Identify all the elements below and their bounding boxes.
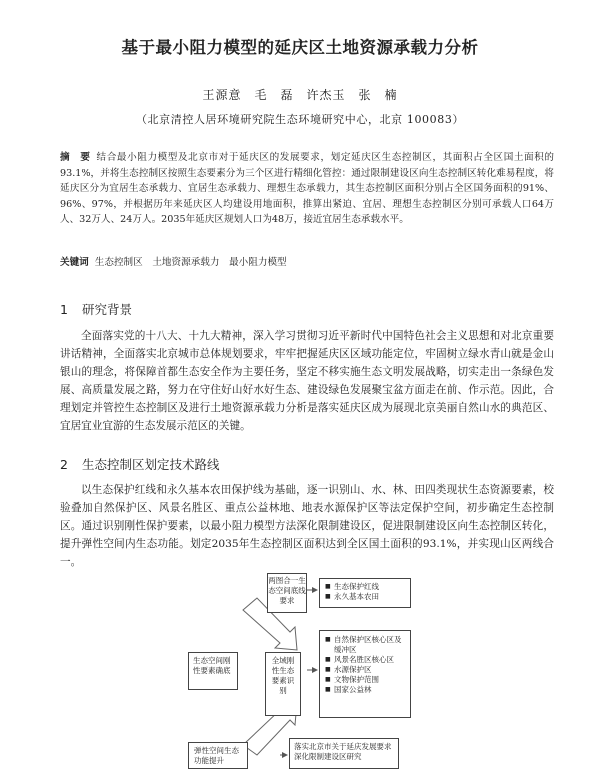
paper-title: 基于最小阻力模型的延庆区土地资源承载力分析 <box>121 38 479 57</box>
keywords-text: 生态控制区 土地资源承载力 最小阻力模型 <box>94 257 287 268</box>
abstract-text: 结合最小阻力模型及北京市对于延庆区的发展要求，划定延庆区生态控制区，其面积占全区国土面积的93.1%，并将生态控制区按照生态要素分为三个区进行精细化管控：通过限制建设区向生态控制区转化难易程度，将延庆区分为宜居生态承载力、宜居生态承载力、理想生态承载力，其生态控制区面积分别占全区国务面积的91%、96%、97%，并根据历年来延庆区人均建设用地面积，推算出紧迫、宜居、理想生态控制区分别可承载人口64万人、32万人、24万人。2035年延庆区规划人口为48万，接近宜居生态承载水平。 <box>60 152 555 226</box>
section-1-body: 全面落实党的十八大、十九大精神，深入学习贯彻习近平新时代中国特色社会主义思想和对北京重要讲话精神，全面落实北京城市总体规划要求，牢牢把握延庆区区域功能定位，牢固树立绿水青山就是金山银山的理念，将保障首都生态安全作为主要任务，坚定不移实施生态文明发展战略，切实走出一条绿色发展、高质量发展之路，努力在守住好山好水好生态、建设绿色发展聚宝盆方面走在前、作示范。因此，合理划定并管控生态控制区及进行土地资源承载力分析是落实延庆区成为展现北京美丽自然山水的典范区、宜居宜业宜游的生态发展示范区的关键。 <box>60 330 554 432</box>
section-1-heading <box>60 300 132 318</box>
box-two-lines: 两图合一生态空间底线要求 <box>267 573 307 613</box>
abstract-label: 摘 要 <box>60 152 91 163</box>
section-2-heading <box>60 455 220 473</box>
list-item: ■ 生态保护红线 <box>324 582 406 592</box>
section-number: 1 <box>60 302 68 317</box>
keywords <box>60 256 554 270</box>
list-item: ■ 国家公益林 <box>324 685 406 695</box>
list-item: ■ 水源保护区 <box>324 665 406 675</box>
box-beijing-requirements: 落实北京市关于延庆发展要求深化限制建设区研究 <box>289 738 399 769</box>
affiliation: （北京清控人居环境研究院生态环境研究中心，北京 100083） <box>135 113 465 126</box>
box-protected-areas <box>319 630 411 718</box>
section-number: 2 <box>60 457 68 472</box>
authors: 王源意 毛 磊 许杰玉 张 楠 <box>202 88 398 102</box>
box-elastic-space: 弹性空间生态功能提升 <box>188 742 248 769</box>
list-item: ■ 风景名胜区核心区 <box>324 655 406 665</box>
keywords-label: 关键词 <box>60 257 89 268</box>
list-item: ■ 永久基本农田 <box>324 592 406 602</box>
abstract <box>60 150 554 228</box>
box-red-lines <box>319 578 411 608</box>
box-rigid-elements: 生态空间刚性要素确底 <box>188 652 238 690</box>
section-2-body: 以生态保护红线和永久基本农田保护线为基础，逐一识别山、水、林、田四类现状生态资源要素，校验叠加自然保护区、风景名胜区、重点公益林地、地表水源保护区等法定保护空间，初步确定生态控制区。通过识别刚性保护要素，以最小阻力模型方法深化限制建设区，促进限制建设区向生态控制区转化，提升弹性空间内生态功能。划定2035年生态控制区面积达到全区国土面积的93.1%，并实现山区两线合一。 <box>60 484 554 568</box>
list-item: ■ 文物保护范围 <box>324 675 406 685</box>
flowchart <box>185 570 435 769</box>
list-item: ■ 自然保护区核心区及缓冲区 <box>324 635 406 655</box>
section-title: 研究背景 <box>82 302 133 317</box>
box-identify: 全域刚性生态要素识别 <box>265 652 301 716</box>
section-title: 生态控制区划定技术路线 <box>82 457 220 472</box>
